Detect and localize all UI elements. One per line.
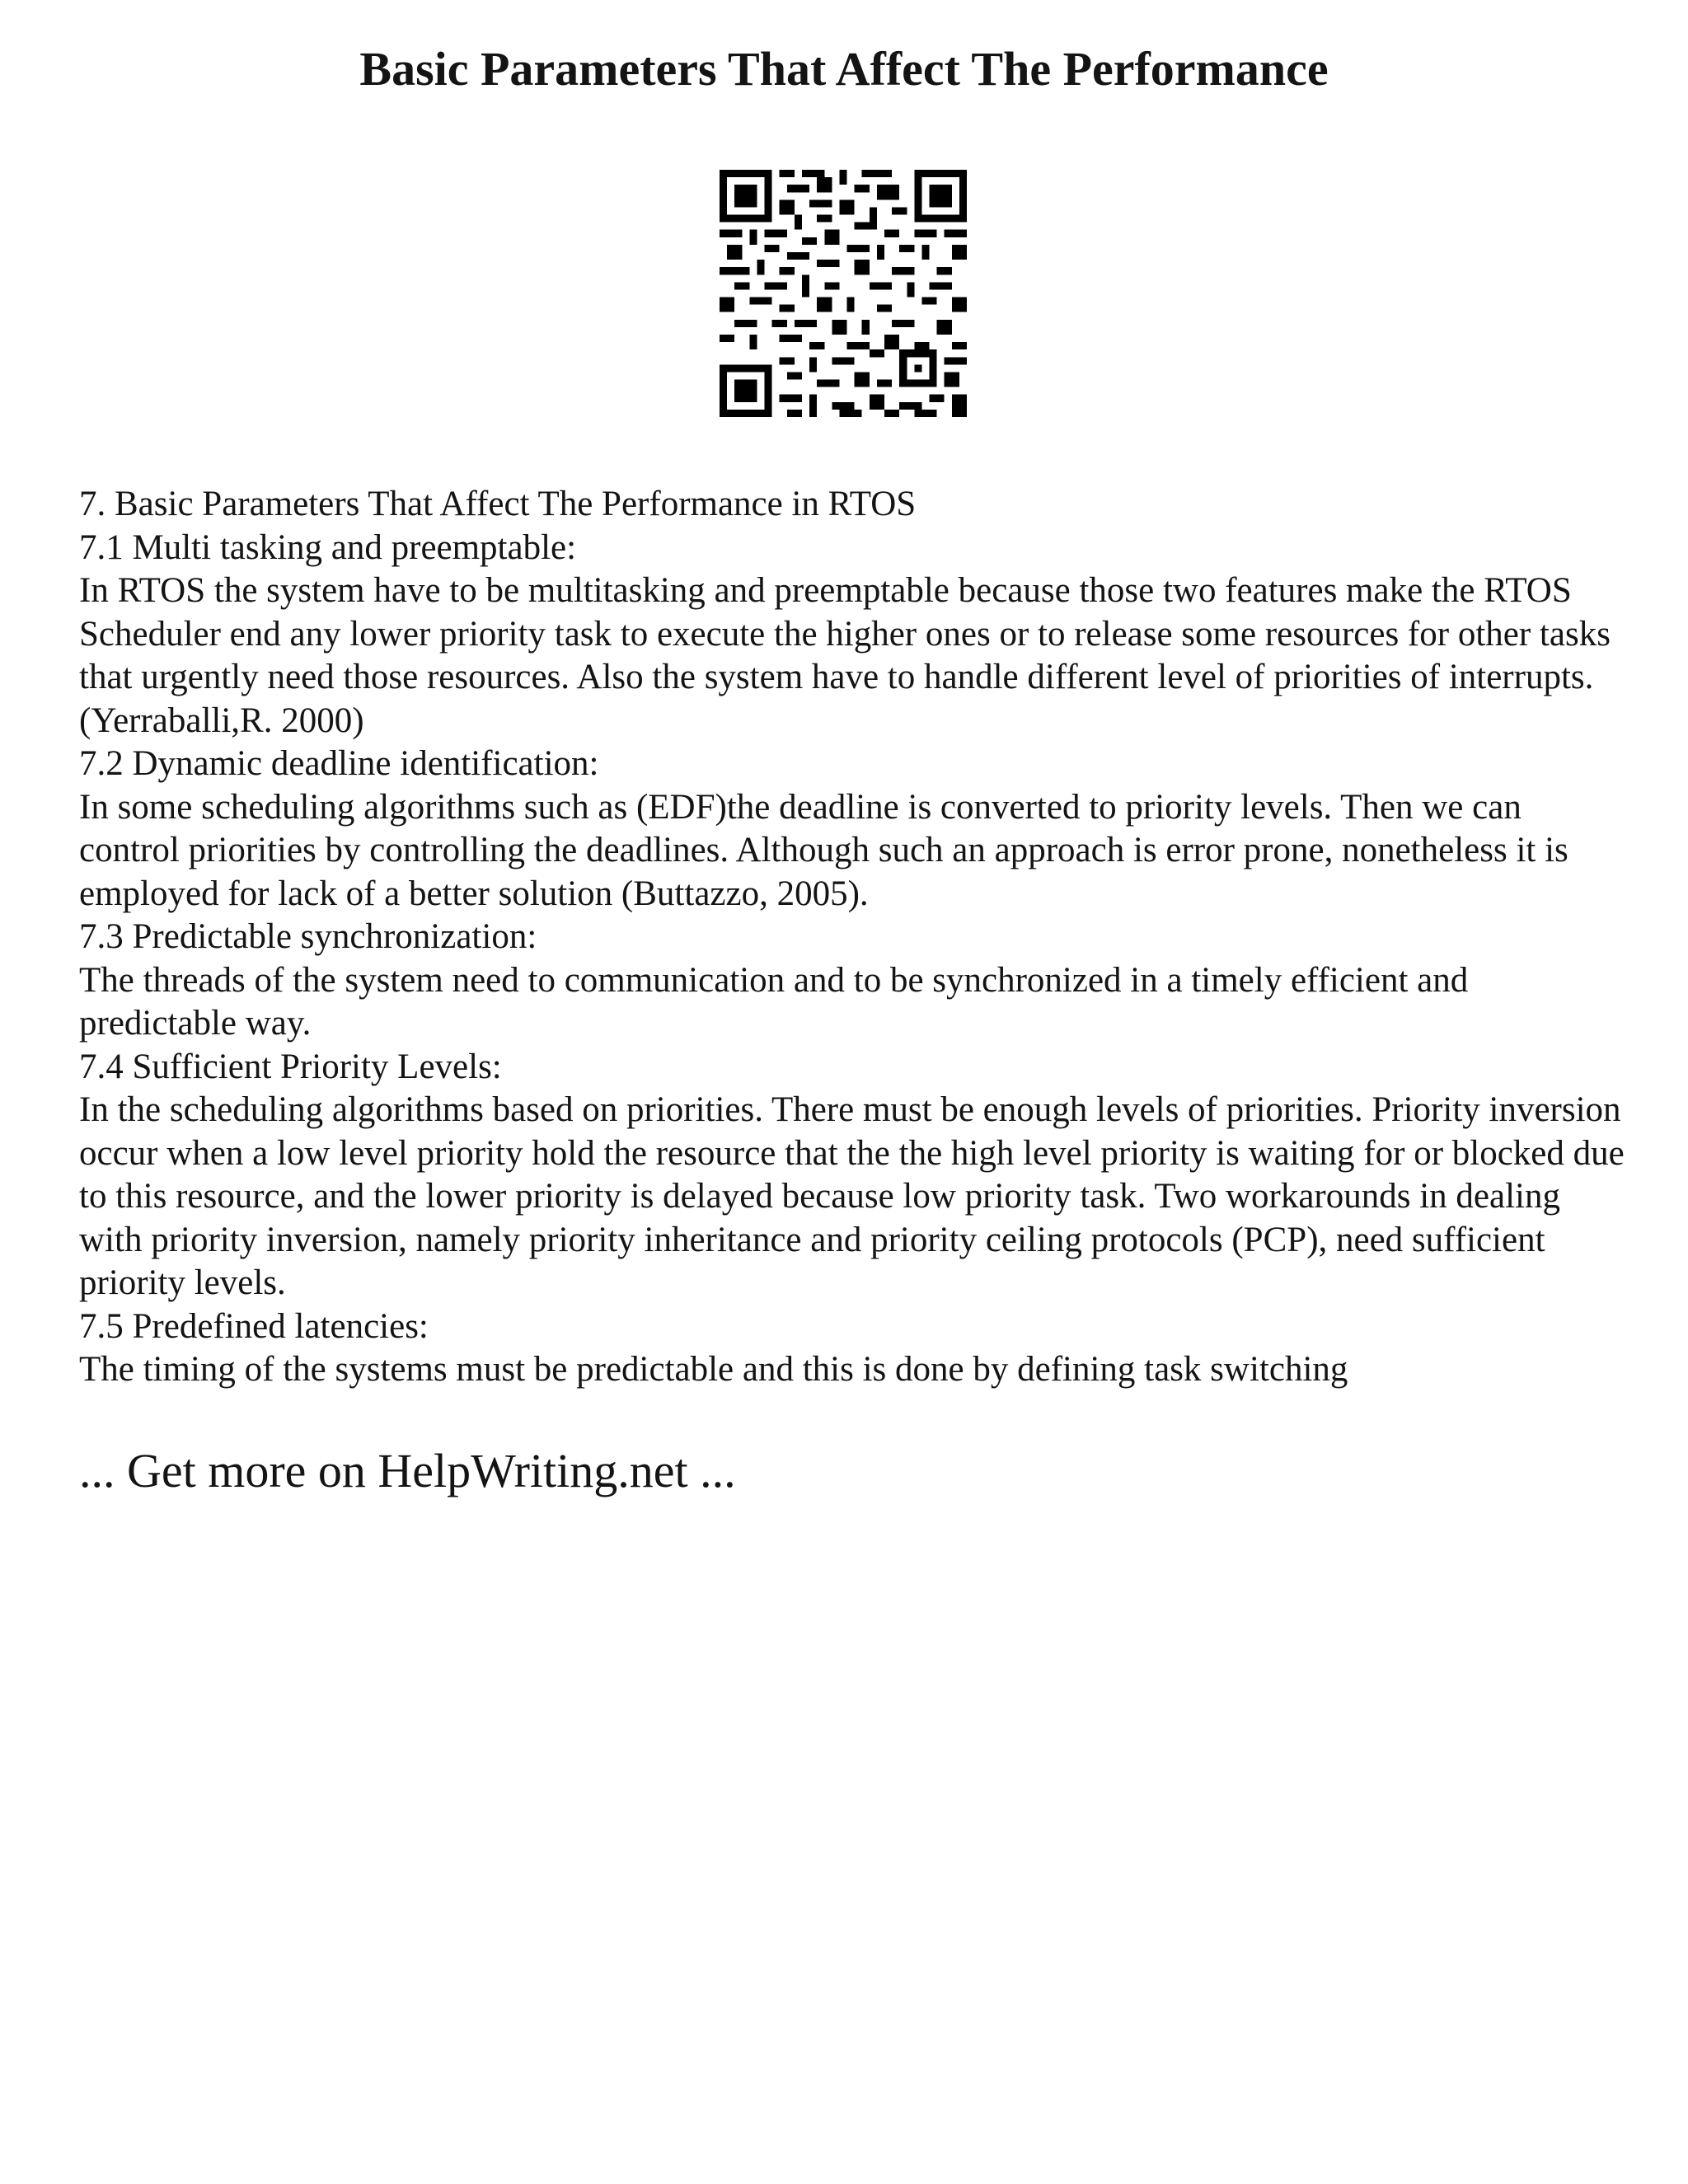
paragraph-7-4: In the scheduling algorithms based on priorities. There must be enough levels of priorities. Priority inversion occur when a low level priority hold the resource that the the high level priority is waiting for or blocked due to this resource, and the lower priority is delayed because low priority task. Two workarounds in dealing with priority inversion, namely priority inheritance and priority ceiling protocols (PCP), need sufficient priority levels. [79,1090,1625,1302]
subsection-heading-7-3: 7.3 Predictable synchronization: [79,917,537,956]
section-heading-7: 7. Basic Parameters That Affect The Performance in RTOS [79,485,917,523]
document-body [79,483,1629,1392]
qr-code-icon [720,170,967,417]
subsection-heading-7-5: 7.5 Predefined latencies: [79,1306,429,1346]
paragraph-7-3: The threads of the system need to communication and to be synchronized in a timely efficient and predictable way. [79,960,1469,1043]
paragraph-7-1: In RTOS the system have to be multitasking and preemptable because those two features make the RTOS Scheduler end any lower priority task to execute the higher ones or to release some resources for other tasks that urgently need those resources. Also the system have to handle different level of priorities of interrupts.(Yerraballi,R. 2000) [79,571,1611,740]
subsection-heading-7-4: 7.4 Sufficient Priority Levels: [79,1047,502,1086]
get-more-link[interactable]: ... Get more on HelpWriting.net ... [79,1444,736,1497]
document-title: Basic Parameters That Affect The Performance [359,42,1329,96]
subsection-heading-7-1: 7.1 Multi tasking and preemptable: [79,527,577,567]
subsection-heading-7-2: 7.2 Dynamic deadline identification: [79,744,599,783]
paragraph-7-5: The timing of the systems must be predictable and this is done by defining task switching [79,1350,1348,1389]
paragraph-7-2: In some scheduling algorithms such as (EDF)the deadline is converted to priority levels. Then we can control priorities by controlling the deadlines. Although such an approach is error prone, nonetheless it is employed for lack of a better solution (Buttazzo, 2005). [79,787,1568,913]
